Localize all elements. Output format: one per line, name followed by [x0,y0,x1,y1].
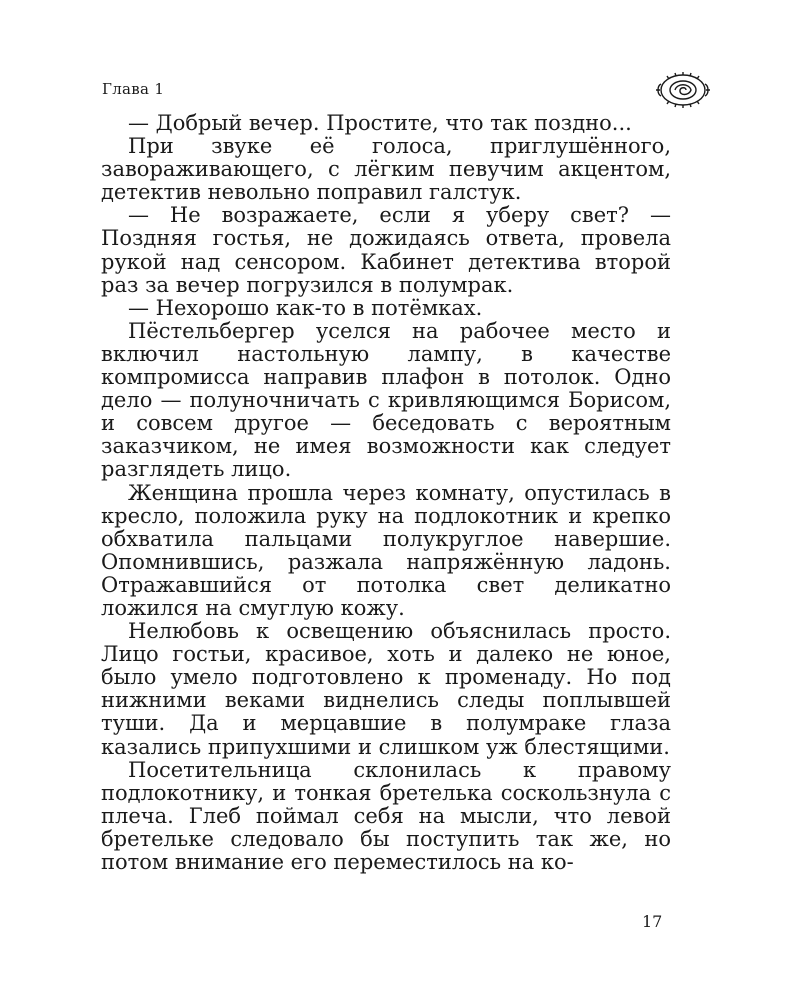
paragraph: Посетительница склонилась к правому подлокотнику, и тонкая бретелька соскользнула с плеча. Глеб поймал себя на мысли, что левой бретельке следовало бы поступить так же, но потом внимание его переместилось на ко- [101,757,671,874]
body-text [101,112,671,874]
paragraph: — Не возражаете, если я уберу свет? — Поздняя гостья, не дожидаясь ответа, провела рукой над сенсором. Кабинет детектива второй раз за вечер погрузился в полумрак. [101,203,671,297]
ornament-icon [655,68,711,112]
page-number: 17 [642,912,663,931]
paragraph: Женщина прошла через комнату, опустилась в кресло, положила руку на подлокотник и крепко обхватила пальцами полукруглое навершие. Опомнившись, разжала напряжённую ладонь. Отражавшийся от потолка свет деликатно ложился на смуглую кожу. [101,480,671,620]
paragraph: — Добрый вечер. Простите, что так поздно... [128,111,632,135]
chapter-running-head: Глава 1 [102,80,165,98]
paragraph: Нелюбовь к освещению объяснилась просто. Лицо гостьи, красивое, хоть и далеко не юное, было умело подготовлено к променаду. Но под нижними веками виднелись следы поплывшей туши. Да и мерцавшие в полумраке глаза казались припухшими и слишком уж блестящими. [101,619,671,759]
paragraph: — Нехорошо как-то в потёмках. [128,295,483,320]
paragraph: Пёстельбергер уселся на рабочее место и включил настольную лампу, в качестве компромисса направив плафон в потолок. Одно дело — полуночничать с кривляющимся Борисом, и совсем другое — беседовать с вероятным заказчиком, не имея возможности как следует разглядеть лицо. [101,318,671,482]
paragraph: При звуке её голоса, приглушённого, завораживающего, с лёгким певучим акцентом, детектив невольно поправил галстук. [101,134,671,205]
